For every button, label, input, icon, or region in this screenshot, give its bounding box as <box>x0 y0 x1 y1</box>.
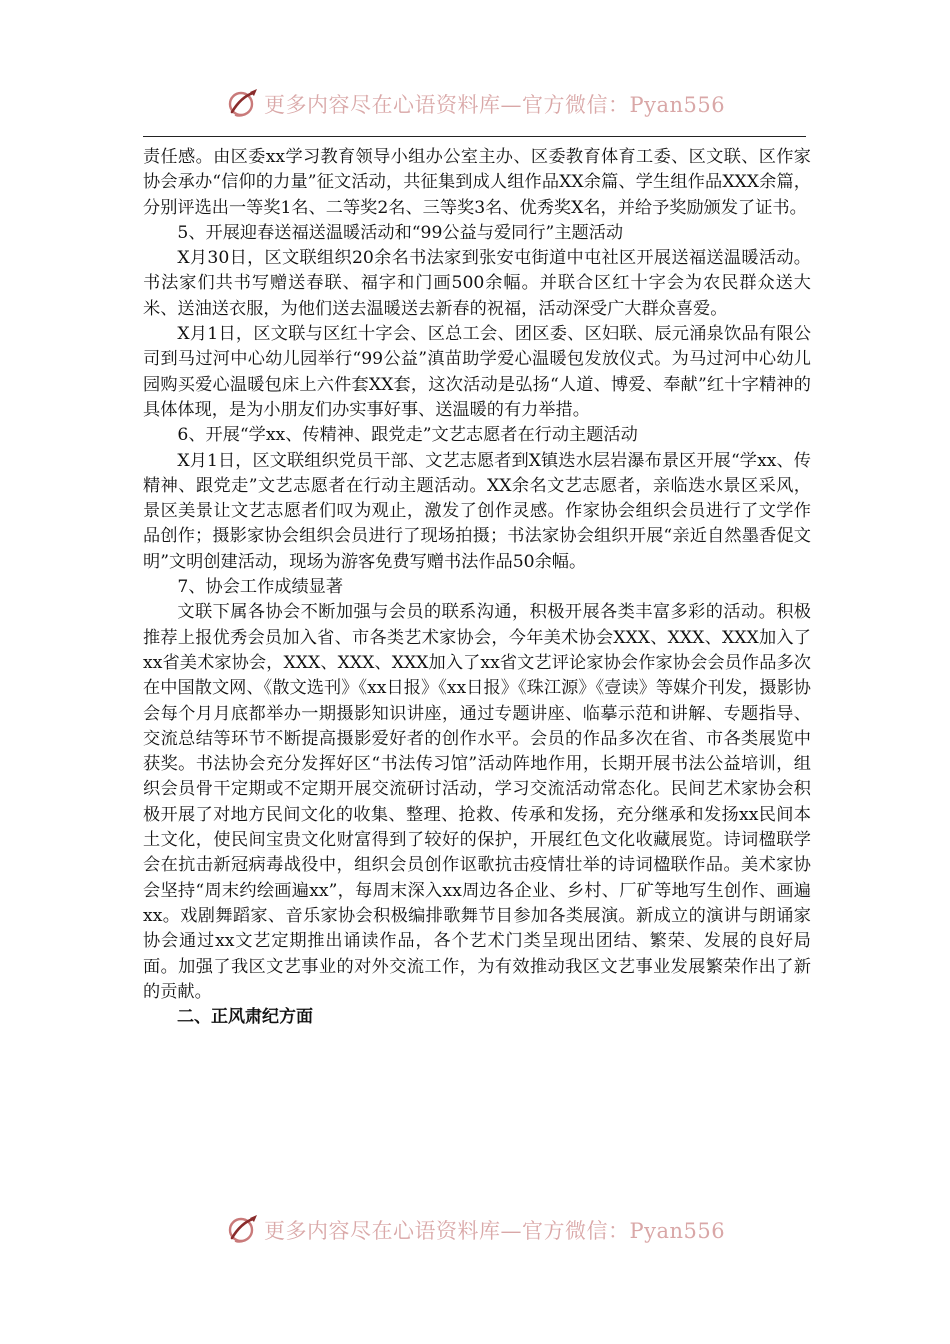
document-body <box>143 145 811 1030</box>
header-banner-text: 更多内容尽在心语资料库—官方微信：Pyan556 <box>264 93 726 117</box>
footer-banner <box>226 1212 726 1248</box>
pen-swirl-logo-icon <box>226 1213 260 1247</box>
paragraph: X月30日，区文联组织20余名书法家到张安屯街道中屯社区开展送福送温暖活动。书法家们共书写赠送春联、福字和门画500余幅。并联合区红十字会为农民群众送大米、送油送衣服，为他们送去温暖送去新春的祝福，活动深受广大群众喜爱。 <box>143 248 811 319</box>
paragraph: X月1日，区文联与区红十字会、区总工会、团区委、区妇联、辰元涌泉饮品有限公司到马过河中心幼儿园举行“99公益”滇苗助学爱心温暖包发放仪式。为马过河中心幼儿园购买爱心温暖包床上六件套XX套，这次活动是弘扬“人道、博爱、奉献”红十字精神的具体体现，是为小朋友们办实事好事、送温暖的有力举措。 <box>143 324 811 420</box>
paragraph: 文联下属各协会不断加强与会员的联系沟通，积极开展各类丰富多彩的活动。积极推荐上报优秀会员加入省、市各类艺术家协会，今年美术协会XXX、XXX、XXX加入了xx省美术家协会，XXX、XXX、XXX加入了xx省文艺评论家协会作家协会会员作品多次在中国散文网、《散文选刊》《xx日报》《xx日报》《珠江源》《壹读》等媒介刊发，摄影协会每个月月底都举办一期摄影知识讲座，通过专题讲座、临摹示范和讲解、专题指导、交流总结等环节不断提高摄影爱好者的创作水平。会员的作品多次在省、市各类展览中获奖。书法协会充分发挥好区“书法传习馆”活动阵地作用，长期开展书法公益培训，组织会员骨干定期或不定期开展交流研讨活动，学习交流活动常态化。民间艺术家协会积极开展了对地方民间文化的收集、整理、抢救、传承和发扬，充分继承和发扬xx民间本土文化，使民间宝贵文化财富得到了较好的保护，开展红色文化收藏展览。诗词楹联学会在抗击新冠病毒战役中，组织会员创作讴歌抗击疫情壮举的诗词楹联作品。美术家协会坚持“周末约绘画遍xx”，每周末深入xx周边各企业、乡村、厂矿等地写生创作、画遍xx。戏剧舞蹈家、音乐家协会积极编排歌舞节目参加各类展演。新成立的演讲与朗诵家协会通过xx文艺定期推出诵读作品，各个艺术门类呈现出团结、繁荣、发展的良好局面。加强了我区文艺事业的对外交流工作，为有效推动我区文艺事业发展繁荣作出了新的贡献。 <box>143 602 811 1002</box>
chapter-heading: 二、正风肃纪方面 <box>177 1007 313 1028</box>
footer-banner-text: 更多内容尽在心语资料库—官方微信：Pyan556 <box>264 1219 726 1243</box>
header-banner <box>226 86 726 122</box>
pen-swirl-logo-icon <box>226 87 260 121</box>
section-heading-7: 7、协会工作成绩显著 <box>177 577 344 598</box>
section-heading-5: 5、开展迎春送福送温暖活动和“99公益与爱同行”主题活动 <box>177 222 624 243</box>
paragraph-continuation: 责任感。由区委xx学习教育领导小组办公室主办、区委教育体育工委、区文联、区作家协会承办“信仰的力量”征文活动，共征集到成人组作品XX余篇、学生组作品XXX余篇，分别评选出一等奖1名、二等奖2名、三等奖3名、优秀奖X名，并给予奖励颁发了证书。 <box>143 147 811 218</box>
section-heading-6: 6、开展“学xx、传精神、跟党走”文艺志愿者在行动主题活动 <box>177 425 638 446</box>
header-divider <box>143 136 806 137</box>
paragraph: X月1日，区文联组织党员干部、文艺志愿者到X镇迭水层岩瀑布景区开展“学xx、传精神、跟党走”文艺志愿者在行动主题活动。XX余名文艺志愿者，亲临迭水景区采风，景区美景让文艺志愿者们叹为观止，激发了创作灵感。作家协会组织会员进行了文学作品创作；摄影家协会组织会员进行了现场拍摄；书法家协会组织开展“亲近自然墨香促文明”文明创建活动，现场为游客免费写赠书法作品50余幅。 <box>143 450 811 572</box>
